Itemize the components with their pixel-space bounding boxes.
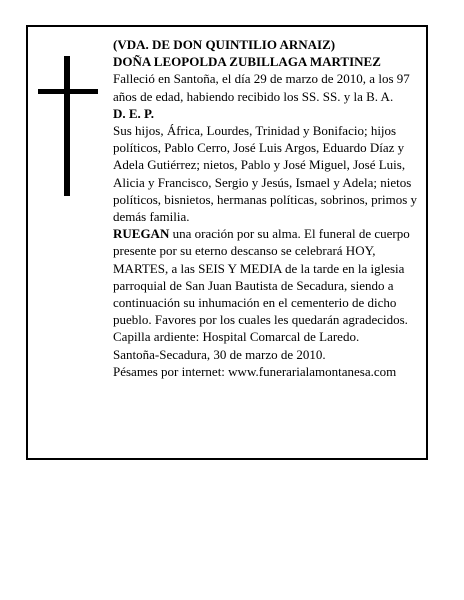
place-date-line: Santoña-Secadura, 30 de marzo de 2010.	[113, 346, 326, 362]
request-text: una oración por su alma. El funeral de cuerpo presente por su eterno descanso se celebrará HOY, MARTES, a las SEIS Y MEDIA de la tarde en la iglesia parroquial de San Juan Bautista de Secadura, siendo a continuación su inhumación en el cementerio de dicho pueblo. Favores por los cuales les quedarán agradecidos. Capilla ardiente: Hospital Comarcal de Laredo.	[113, 226, 410, 345]
deceased-name: DOÑA LEOPOLDA ZUBILLAGA MARTINEZ	[113, 54, 381, 70]
cross-icon	[38, 56, 98, 196]
family-paragraph: Sus hijos, África, Lourdes, Trinidad y Bonifacio; hijos políticos, Pablo Cerro, José Luis Argos, Eduardo Díaz y Adela Gutiérrez; nietos, Pablo y José Miguel, José Luis, Alicia y Francisco, Sergio y Jesús, Ismael y Adela; nietos políticos, bisnietos, hermanas políticas, sobrinos, primos y demás familia.	[113, 123, 418, 225]
obituary-text	[113, 36, 423, 380]
cross-horizontal-bar	[38, 89, 98, 94]
condolences-line: Pésames por internet: www.funerarialamontanesa.com	[113, 363, 397, 379]
funeral-paragraph	[113, 225, 423, 345]
widow-of-line: (VDA. DE DON QUINTILIO ARNAIZ)	[113, 37, 336, 52]
death-statement: Falleció en Santoña, el día 29 de marzo de 2010, a los 97 años de edad, habiendo recibido los SS. SS. y la B. A.	[113, 71, 410, 104]
dep-line: D. E. P.	[113, 105, 155, 121]
request-lead: RUEGAN	[113, 226, 170, 242]
cross-vertical-bar	[64, 56, 70, 196]
